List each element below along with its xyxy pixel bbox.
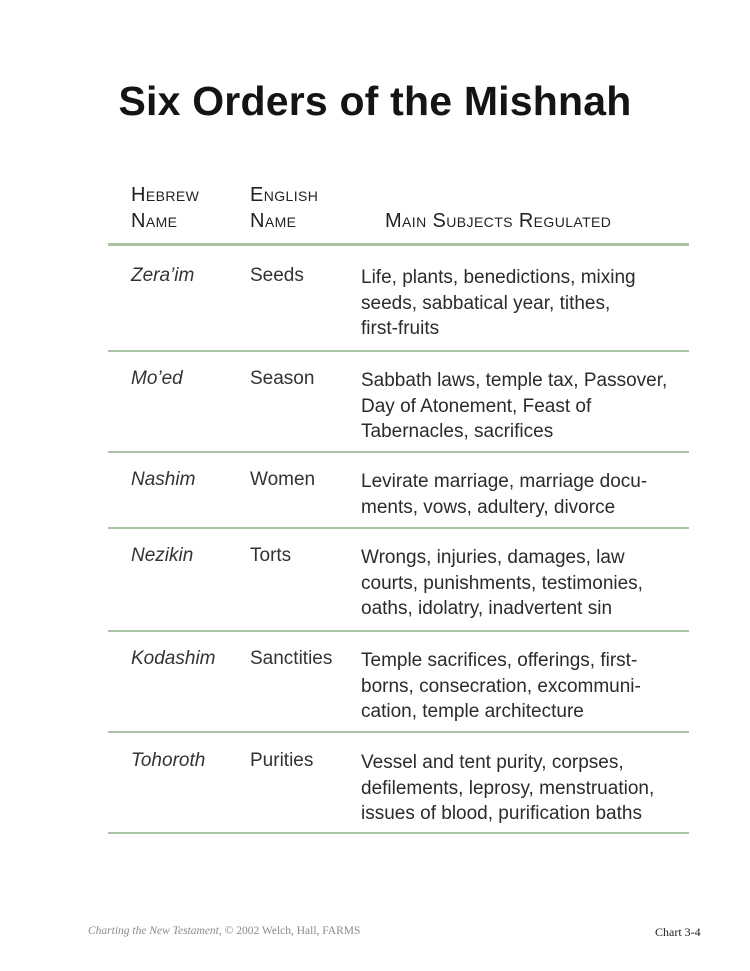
hebrew-name-cell: Zera’im <box>131 265 195 286</box>
english-name-cell: Women <box>250 469 316 490</box>
column-header-english-name <box>250 182 318 234</box>
english-name-cell: Season <box>250 368 315 389</box>
footer-chart-number: Chart 3-4 <box>655 925 701 939</box>
row-divider-line <box>108 451 689 453</box>
column-header-english-line1: English <box>250 184 319 206</box>
footer-copyright: © 2002 Welch, Hall, FARMS <box>221 925 361 937</box>
hebrew-name-cell: Tohoroth <box>131 750 206 771</box>
footer-citation <box>88 925 360 937</box>
row-divider-line <box>108 350 689 352</box>
subjects-line: Life, plants, benedictions, mixing <box>361 267 636 288</box>
subjects-line: cation, temple architecture <box>361 701 584 722</box>
subjects-line: first-fruits <box>361 318 440 339</box>
english-name-cell: Sanctities <box>250 648 333 669</box>
subjects-cell <box>361 750 689 827</box>
subjects-line: Tabernacles, sacrifices <box>361 421 554 442</box>
footer-book-title: Charting the New Testament, <box>88 925 222 937</box>
column-header-hebrew-line1: Hebrew <box>131 184 200 206</box>
subjects-line: issues of blood, purification baths <box>361 803 642 824</box>
subjects-line: Vessel and tent purity, corpses, <box>361 752 624 773</box>
subjects-cell <box>361 648 689 725</box>
subjects-line: defilements, leprosy, menstruation, <box>361 777 655 799</box>
hebrew-name-cell: Nashim <box>131 469 196 490</box>
row-divider-line <box>108 832 689 834</box>
column-header-main-subjects: Main Subjects Regulated <box>385 210 612 232</box>
subjects-cell <box>361 545 689 622</box>
row-divider-line <box>108 630 689 632</box>
hebrew-name-cell: Mo’ed <box>131 368 183 389</box>
english-name-cell: Torts <box>250 545 292 566</box>
subjects-cell <box>361 265 689 342</box>
page-title: Six Orders of the Mishnah <box>118 78 632 124</box>
subjects-line: Day of Atonement, Feast of <box>361 395 592 417</box>
subjects-line: Levirate marriage, marriage docu- <box>361 471 648 492</box>
row-divider-line <box>108 731 689 733</box>
english-name-cell: Purities <box>250 750 314 771</box>
column-header-english-line2: Name <box>250 210 297 232</box>
hebrew-name-cell: Nezikin <box>131 545 194 566</box>
column-header-hebrew-name <box>131 182 199 234</box>
english-name-cell: Seeds <box>250 265 304 286</box>
subjects-line: Sabbath laws, temple tax, Passover, <box>361 370 668 391</box>
subjects-line: seeds, sabbatical year, tithes, <box>361 292 611 314</box>
subjects-line: borns, consecration, excommuni- <box>361 675 641 697</box>
subjects-cell <box>361 368 689 445</box>
row-divider-line <box>108 527 689 529</box>
hebrew-name-cell: Kodashim <box>131 648 216 669</box>
subjects-line: courts, punishments, testimonies, <box>361 572 643 594</box>
subjects-line: Wrongs, injuries, damages, law <box>361 547 625 568</box>
header-divider <box>108 243 689 246</box>
column-header-hebrew-line2: Name <box>131 210 178 232</box>
subjects-line: ments, vows, adultery, divorce <box>361 496 616 518</box>
subjects-cell <box>361 469 689 520</box>
subjects-line: oaths, idolatry, inadvertent sin <box>361 598 613 619</box>
subjects-line: Temple sacrifices, offerings, first- <box>361 650 638 671</box>
